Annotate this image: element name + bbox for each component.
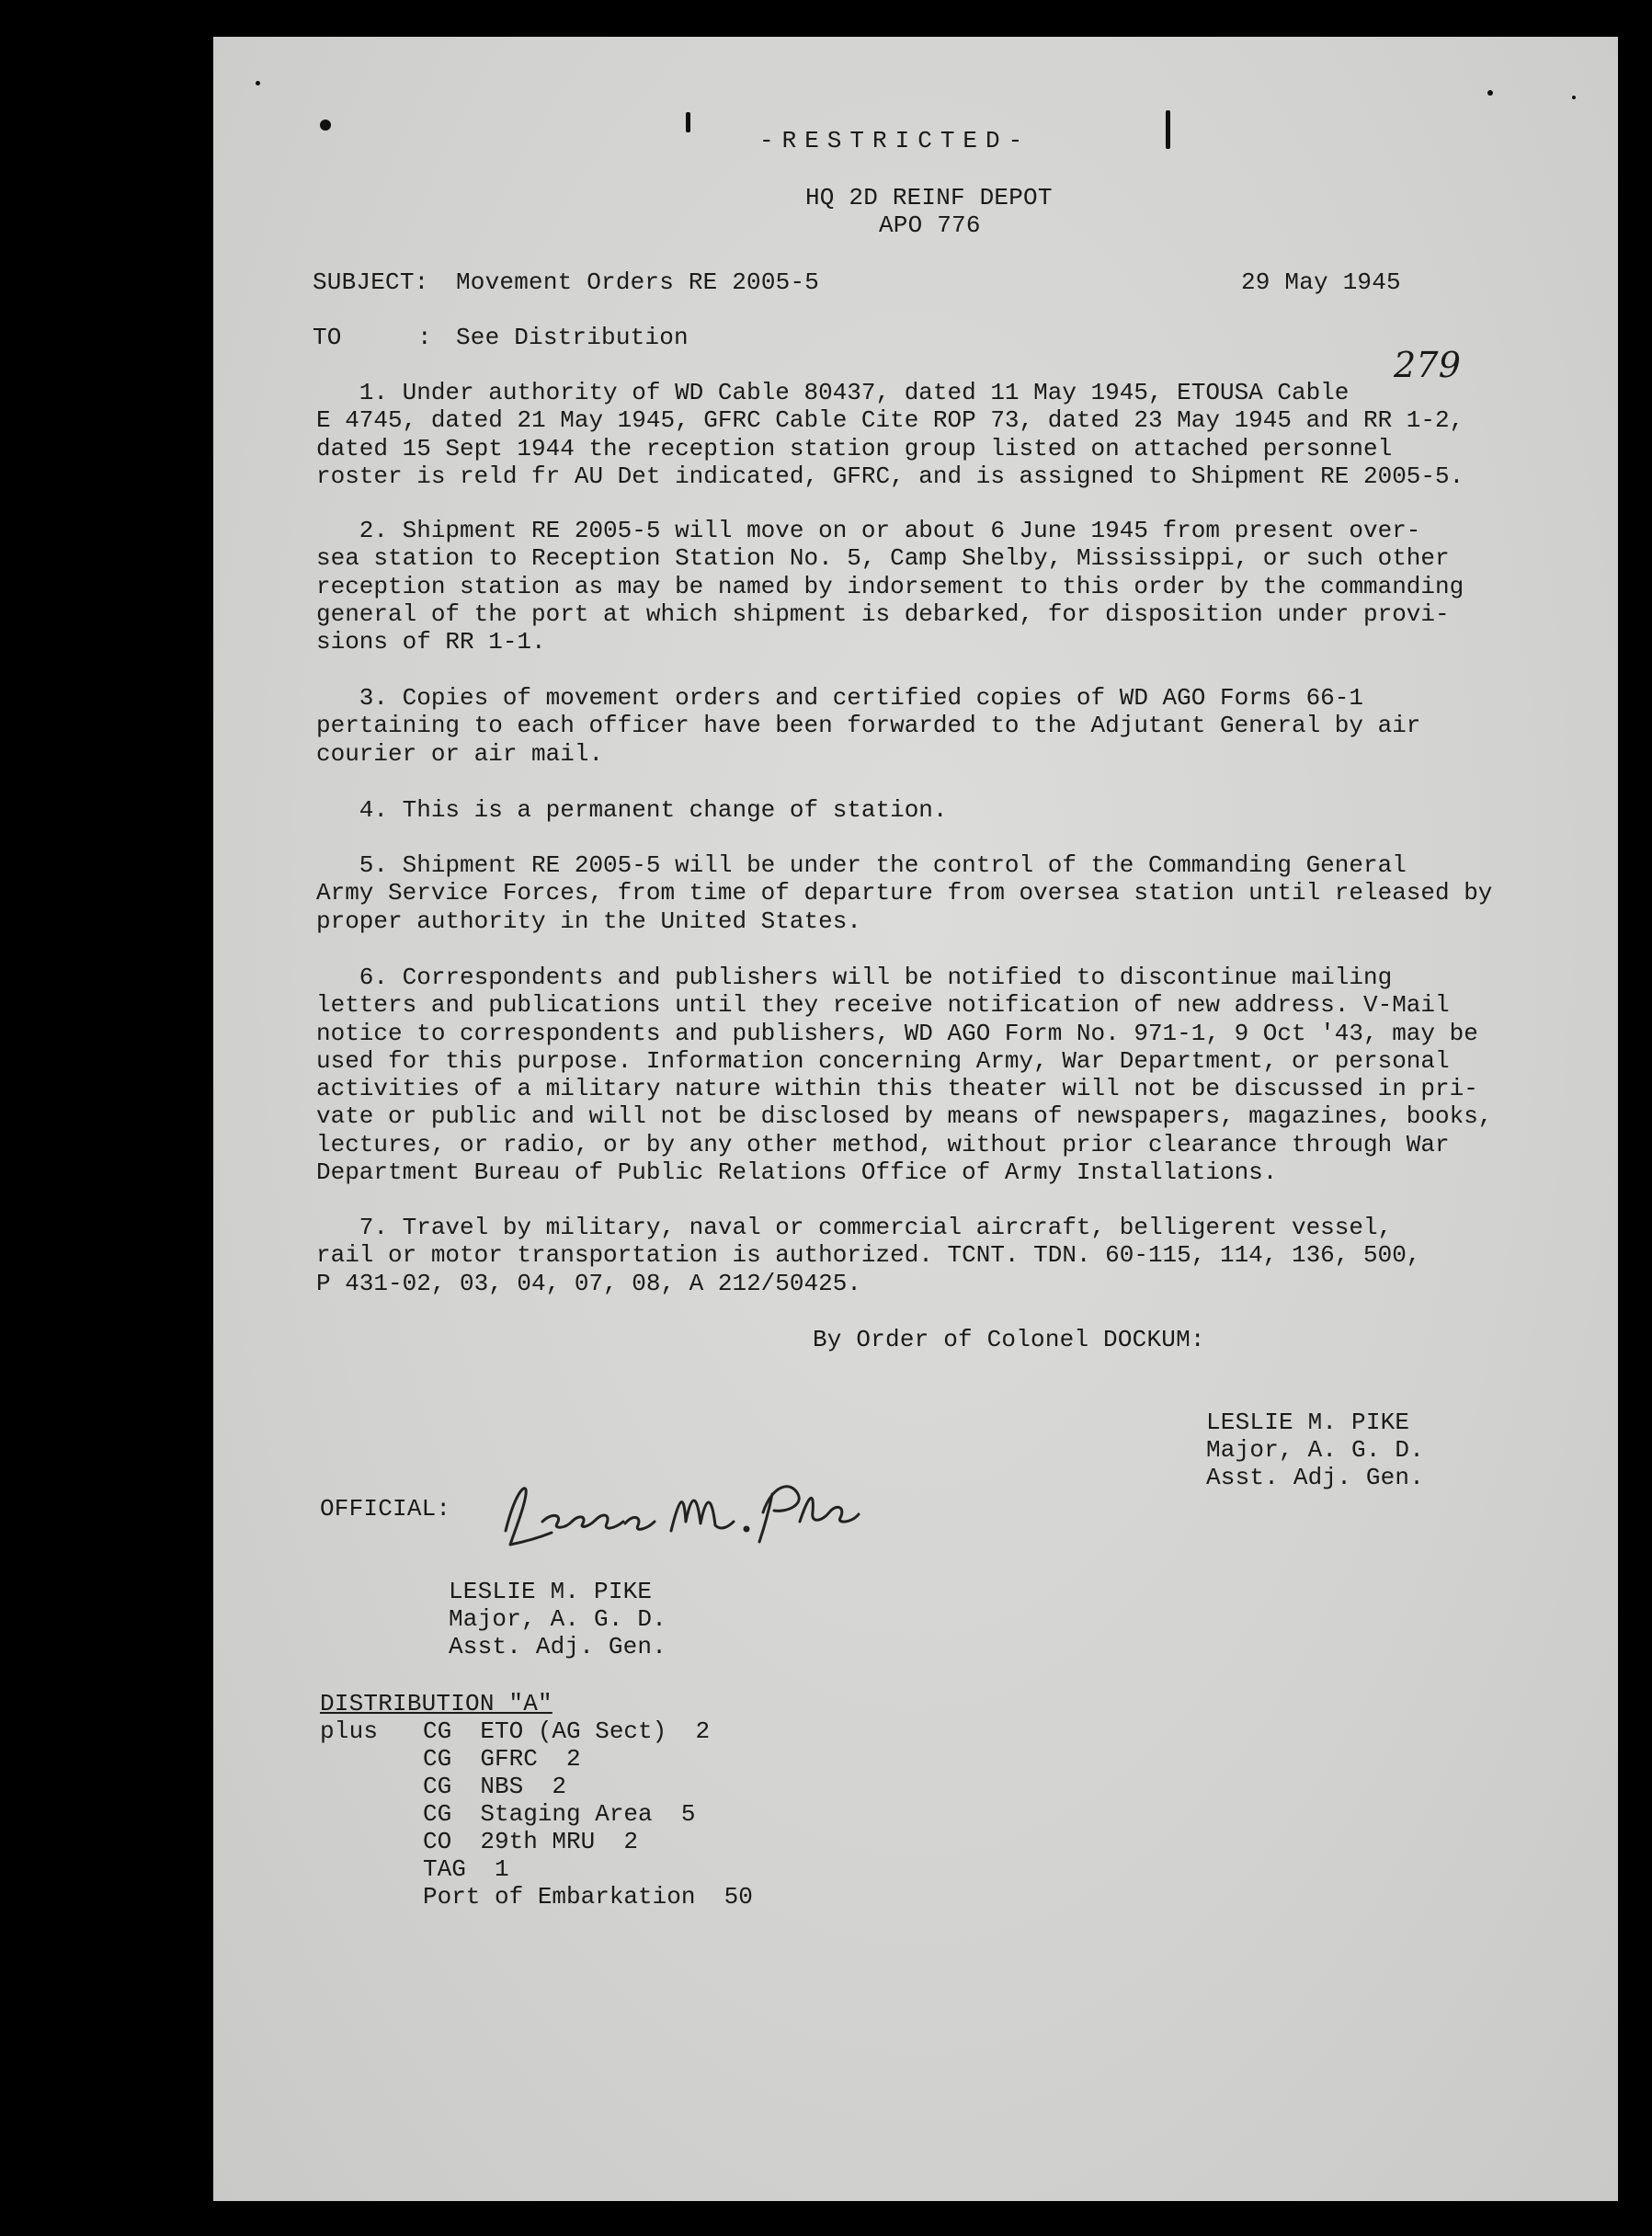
paragraph-line: vate or public and will not be disclosed by means of newspapers, magazines, books, xyxy=(316,1102,1493,1131)
paragraph-line: sea station to Reception Station No. 5, Camp Shelby, Mississippi, or such other xyxy=(316,544,1450,573)
scan-speck xyxy=(1487,90,1493,96)
paragraph-line: used for this purpose. Information concerning Army, War Department, or personal xyxy=(316,1046,1450,1075)
paragraph-6 xyxy=(316,964,1530,1186)
unit-header: HQ 2D REINF DEPOT xyxy=(805,184,1053,211)
document-date: 29 May 1945 xyxy=(1241,268,1401,296)
distribution-row: CO 29th MRU 2 xyxy=(423,1828,639,1855)
signatory-title: Asst. Adj. Gen. xyxy=(1206,1464,1425,1491)
paragraph-line: 5. Shipment RE 2005-5 will be under the control of the Commanding General xyxy=(316,851,1407,879)
paragraph-line: 7. Travel by military, naval or commercial aircraft, belligerent vessel, xyxy=(316,1214,1393,1241)
distribution-row: CG ETO (AG Sect) 2 xyxy=(423,1717,711,1745)
distribution-row: CG GFRC 2 xyxy=(423,1745,581,1773)
classification-header: -RESTRICTED- xyxy=(759,127,1031,154)
paragraph-line: sions of RR 1-1. xyxy=(316,628,546,656)
paragraph-line: 2. Shipment RE 2005-5 will move on or about 6 June 1945 from present over- xyxy=(316,517,1421,544)
paragraph-line: courier or air mail. xyxy=(316,739,604,768)
paragraph-line: Department Bureau of Public Relations Office of Army Installations. xyxy=(316,1158,1278,1187)
paragraph-4 xyxy=(316,796,1530,824)
paragraph-7 xyxy=(316,1214,1530,1297)
subject-label: SUBJECT: xyxy=(313,268,429,296)
signatory-rank: Major, A. G. D. xyxy=(1206,1436,1425,1464)
to-colon: : xyxy=(417,324,432,351)
scan-speck xyxy=(256,81,260,86)
paragraph-line: P 431-02, 03, 04, 07, 08, A 212/50425. xyxy=(316,1269,861,1297)
paragraph-line: 4. This is a permanent change of station. xyxy=(316,796,948,824)
paragraph-line: activities of a military nature within this theater will not be discussed in pri- xyxy=(316,1075,1478,1103)
apo-header: APO 776 xyxy=(879,211,981,239)
signatory-name: LESLIE M. PIKE xyxy=(1206,1409,1410,1436)
paragraph-1 xyxy=(316,379,1530,490)
distribution-row: Port of Embarkation 50 xyxy=(423,1883,753,1911)
official-label: OFFICIAL: xyxy=(320,1495,451,1523)
distribution-title: DISTRIBUTION "A" xyxy=(320,1690,553,1717)
distribution-plus: plus xyxy=(320,1717,379,1745)
subject-text: Movement Orders RE 2005-5 xyxy=(456,268,820,296)
handwritten-signature xyxy=(487,1457,873,1558)
to-text: See Distribution xyxy=(456,324,689,351)
paragraph-line: roster is reld fr AU Det indicated, GFRC, and is assigned to Shipment RE 2005-5. xyxy=(316,462,1464,490)
paragraph-line: 3. Copies of movement orders and certified copies of WD AGO Forms 66-1 xyxy=(316,684,1363,712)
paragraph-line: 6. Correspondents and publishers will be notified to discontinue mailing xyxy=(316,964,1393,991)
paragraph-line: dated 15 Sept 1944 the reception station group listed on attached personnel xyxy=(316,434,1393,462)
distribution-row: CG Staging Area 5 xyxy=(423,1800,696,1828)
paragraph-line: reception station as may be named by indorsement to this order by the commanding xyxy=(316,572,1464,600)
paragraph-line: letters and publications until they receive notification of new address. V-Mail xyxy=(316,991,1450,1020)
to-label: TO xyxy=(313,324,342,351)
official-rank: Major, A. G. D. xyxy=(449,1605,667,1633)
official-name: LESLIE M. PIKE xyxy=(449,1578,653,1605)
paragraph-line: lectures, or radio, or by any other method, without prior clearance through War xyxy=(316,1130,1450,1158)
paragraph-line: notice to correspondents and publishers, WD AGO Form No. 971-1, 9 Oct '43, may be xyxy=(316,1019,1478,1047)
scan-speck xyxy=(686,112,690,132)
paragraph-line: rail or motor transportation is authorized. TCNT. TDN. 60-115, 114, 136, 500, xyxy=(316,1241,1421,1270)
distribution-row: CG NBS 2 xyxy=(423,1773,567,1800)
paragraph-line: proper authority in the United States. xyxy=(316,907,861,935)
paragraph-3 xyxy=(316,684,1530,768)
paragraph-line: E 4745, dated 21 May 1945, GFRC Cable Cite ROP 73, dated 23 May 1945 and RR 1-2, xyxy=(316,406,1464,435)
official-title: Asst. Adj. Gen. xyxy=(449,1633,667,1660)
paragraph-line: Army Service Forces, from time of departure from oversea station until released by xyxy=(316,879,1493,907)
distribution-row: TAG 1 xyxy=(423,1855,509,1883)
scan-speck xyxy=(1166,110,1170,149)
paragraph-line: pertaining to each officer have been forwarded to the Adjutant General by air xyxy=(316,712,1421,740)
handwritten-page-number: 279 xyxy=(1394,345,1462,385)
scan-speck xyxy=(320,120,331,131)
paragraph-5 xyxy=(316,851,1530,935)
paragraph-line: general of the port at which shipment is debarked, for disposition under provi- xyxy=(316,599,1450,628)
order-line: By Order of Colonel DOCKUM: xyxy=(813,1326,1205,1353)
scan-speck xyxy=(1572,96,1576,99)
paragraph-2 xyxy=(316,517,1530,656)
paragraph-line: 1. Under authority of WD Cable 80437, dated 11 May 1945, ETOUSA Cable xyxy=(316,379,1350,406)
